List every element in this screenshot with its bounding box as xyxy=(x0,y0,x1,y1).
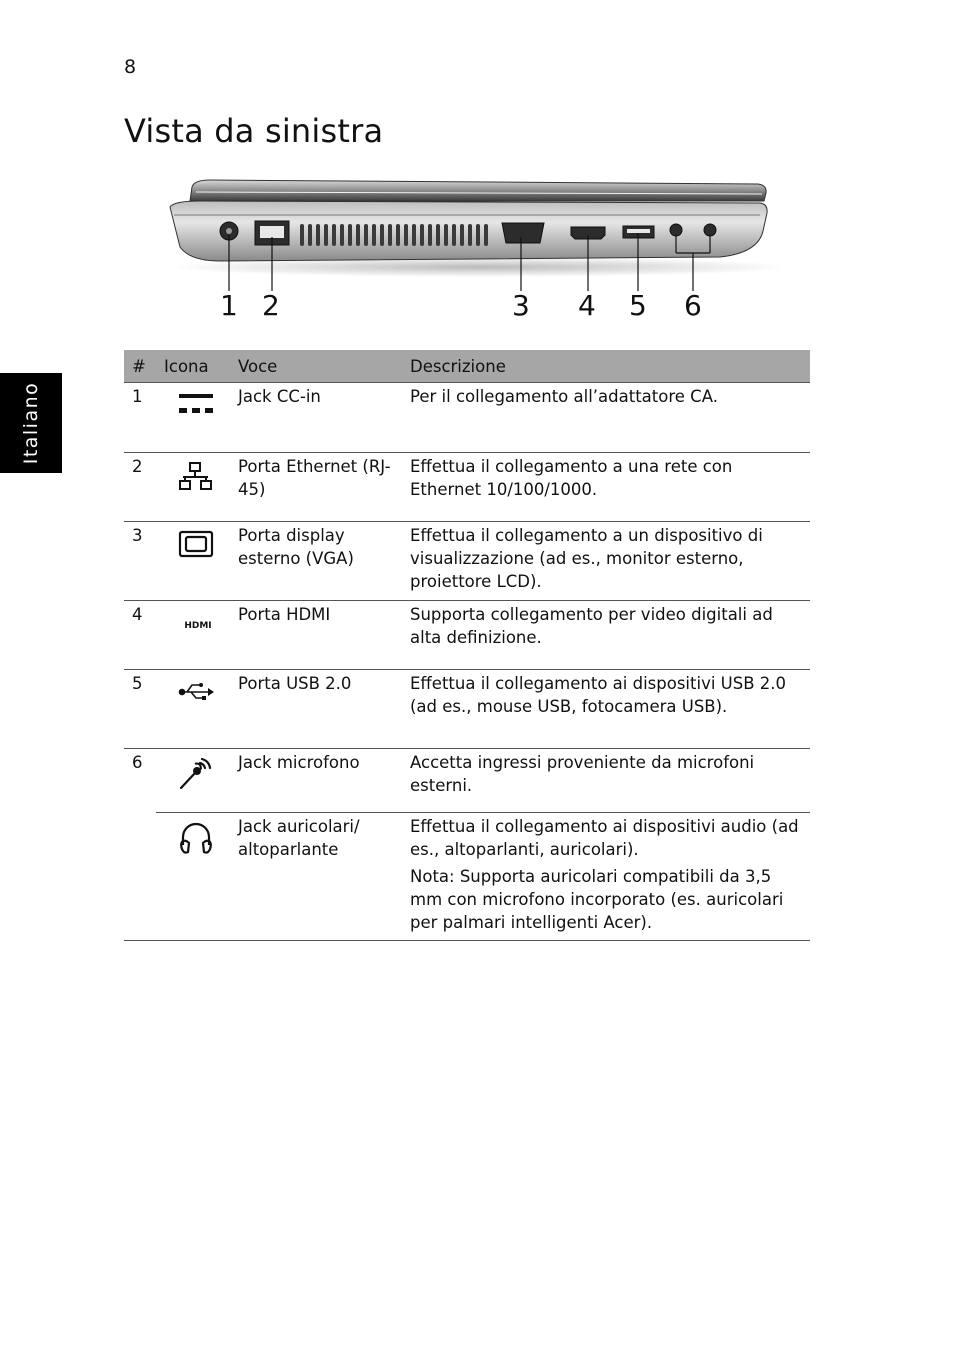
row-item: Porta Ethernet (RJ-45) xyxy=(230,453,402,522)
callout-6: 6 xyxy=(684,289,702,322)
header-item: Voce xyxy=(230,350,402,383)
row-num xyxy=(124,813,156,941)
laptop-left-side-figure xyxy=(160,175,780,335)
row-description: Effettua il collegamento a una rete con Ethernet 10/100/1000. xyxy=(402,453,810,522)
microphone-icon xyxy=(178,757,214,791)
row-num: 3 xyxy=(124,522,156,601)
header-num: # xyxy=(124,350,156,383)
row-icon-cell xyxy=(156,522,230,601)
row-item: Jack microfono xyxy=(230,749,402,813)
row-icon-cell xyxy=(156,749,230,813)
callout-3: 3 xyxy=(512,289,530,322)
side-language-tab xyxy=(0,373,62,473)
row-num: 6 xyxy=(132,753,143,772)
row-description: Supporta collegamento per video digitali ad alta definizione. xyxy=(402,601,810,670)
note-label: Nota: xyxy=(410,867,455,886)
table-row xyxy=(124,813,810,941)
table-row xyxy=(124,670,810,749)
headphones-icon xyxy=(178,821,214,855)
table-row xyxy=(124,453,810,522)
row-item: Jack CC-in xyxy=(230,383,402,453)
row-item: Porta USB 2.0 xyxy=(230,670,402,749)
row-description: Effettua il collegamento a un dispositivo di visualizzazione (ad es., monitor esterno, proiettore LCD). xyxy=(402,522,810,601)
row-description: Accetta ingressi proveniente da microfoni esterni. xyxy=(402,749,810,813)
table-row xyxy=(124,383,810,453)
row-description: Effettua il collegamento ai dispositivi USB 2.0 (ad es., mouse USB, fotocamera USB). xyxy=(402,670,810,749)
callout-1: 1 xyxy=(220,289,238,322)
table-row xyxy=(124,522,810,601)
row-icon-cell xyxy=(156,453,230,522)
vga-icon xyxy=(178,530,214,558)
row-item: Porta HDMI xyxy=(230,601,402,670)
header-icon: Icona xyxy=(156,350,230,383)
row-description: Per il collegamento all’adattatore CA. xyxy=(402,383,810,453)
page-number: 8 xyxy=(124,56,137,78)
side-tab-label: Italiano xyxy=(20,381,42,465)
callout-5: 5 xyxy=(629,289,647,322)
ports-table xyxy=(124,350,810,941)
callout-4: 4 xyxy=(578,289,596,322)
row-num: 1 xyxy=(124,383,156,453)
header-description: Descrizione xyxy=(402,350,810,383)
hdmi-logo-text: HDMI xyxy=(184,621,212,631)
row-note xyxy=(410,865,804,934)
ethernet-icon xyxy=(178,461,214,493)
table-row xyxy=(124,601,810,670)
usb-icon xyxy=(178,678,216,702)
dc-in-icon xyxy=(178,391,214,417)
page-title: Vista da sinistra xyxy=(124,112,384,150)
row-num: 4 xyxy=(124,601,156,670)
row-item: Porta display esterno (VGA) xyxy=(230,522,402,601)
table-header-row xyxy=(124,350,810,383)
row-icon-cell xyxy=(156,813,230,941)
row-description-cell xyxy=(402,813,810,941)
table-row xyxy=(124,749,810,813)
row-icon-cell xyxy=(156,383,230,453)
row-item: Jack auricolari/ altoparlante xyxy=(230,813,402,941)
row-description: Effettua il collegamento ai dispositivi audio (ad es., altoparlanti, auricolari). xyxy=(410,817,799,859)
hdmi-icon xyxy=(178,609,218,635)
row-icon-cell xyxy=(156,601,230,670)
row-num: 5 xyxy=(124,670,156,749)
laptop-left-side-image xyxy=(160,175,780,335)
callout-2: 2 xyxy=(262,289,280,322)
row-icon-cell xyxy=(156,670,230,749)
note-text: Supporta auricolari compatibili da 3,5 mm con microfono incorporato (es. auricolari per palmari intelligenti Acer). xyxy=(410,867,784,932)
row-num: 2 xyxy=(124,453,156,522)
